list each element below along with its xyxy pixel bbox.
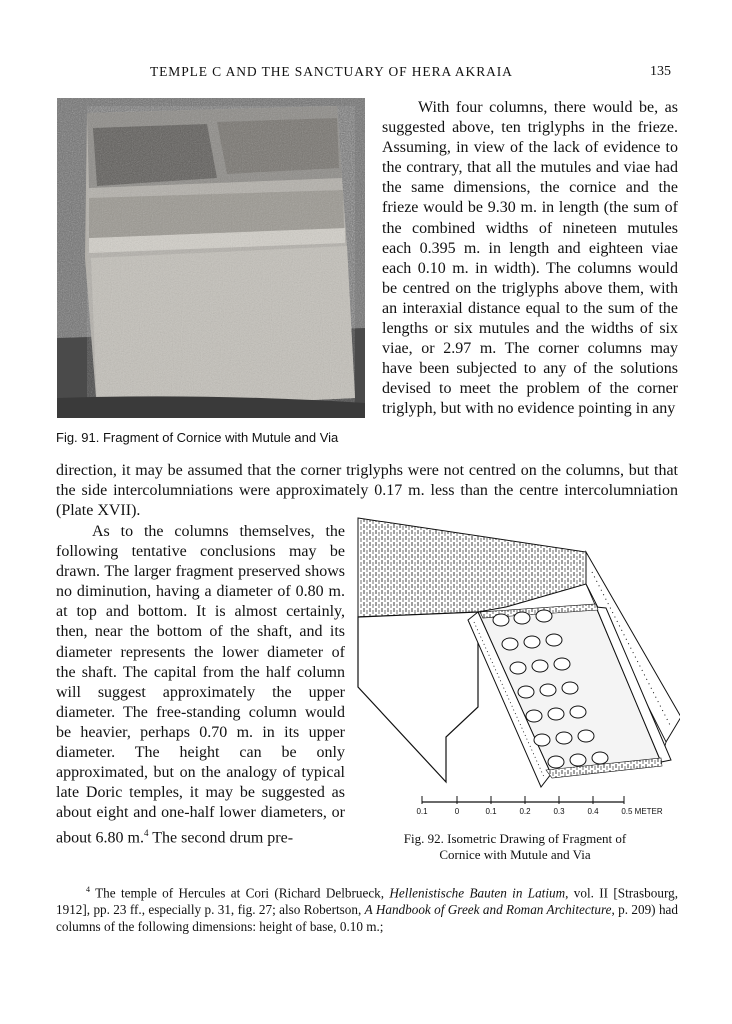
running-head: TEMPLE C AND THE SANCTUARY OF HERA AKRAIA (150, 64, 513, 79)
scale-label: 0.1 (416, 807, 428, 816)
fig92-caption (370, 831, 660, 863)
text-column-right (382, 98, 678, 420)
paragraph-left-text: As to the columns themselves, the following tentative conclusions may be drawn. The larger fragment preserved shows no diminution, having a diameter of 0.80 m. at top and bottom. It is almost certainly, then, near the bottom of the shaft, and its diameter represents the lower diameter of the shaft. The capital from the half column will suggest approximately the upper diameter. The free-standing column would be heavier, perhaps 0.70 m. in its upper diameter. The height can be only approximated, but on the analogy of typical late Doric temples, it may be suggested as about eight and one-half lower diameters, or about 6.80 m. (56, 523, 345, 847)
paragraph-full-width: direction, it may be assumed that the corner triglyphs were not centred on the columns, but that the side intercolumniations were approximately 0.17 m. less than the centre intercolumniation (Plate XVII). (56, 462, 678, 520)
scale-label: 0.3 (553, 807, 565, 816)
fig92-caption-line1: Fig. 92. Isometric Drawing of Fragment of (403, 831, 627, 846)
scale-label: 0.4 (587, 807, 599, 816)
fig92-caption-line2: Cornice with Mutule and Via (439, 847, 591, 862)
scale-label: 0 (454, 807, 460, 816)
paragraph-right: With four columns, there would be, as suggested above, ten triglyphs in the frieze. Assuming, in view of the lack of evidence to the contrary, that all the mutules and viae had the same dimensions, the cornice and the frieze would be 9.30 m. in length (the sum of the combined widths of nineteen mutules each 0.395 m. in length and eighteen viae each 0.10 m. in width). The columns would be centred on the triglyphs above them, with an interaxial distance equal to the sum of the lengths or six mutules and the widths of six viae, or 2.97 m. The corner columns may have been subjected to any of the solutions devised to meet the problem of the corner triglyph, but with no evidence pointing in any (382, 99, 678, 418)
paragraph-left (56, 522, 345, 849)
text-column-left (56, 522, 345, 849)
footnote (56, 881, 678, 935)
footnote-text-c: , p. 209) had columns of the following dimensions: height of base, 0.10 m.; (56, 902, 678, 935)
footnote-text-a: The temple of Hercules at Cori (Richard Delbrueck, (90, 885, 390, 901)
footnote-ref: 4 (144, 828, 149, 839)
paragraph-left-tail: The second drum pre- (148, 829, 294, 847)
scale-label: 0.2 (519, 807, 531, 816)
fig91-photo (57, 98, 365, 418)
footnote-title-a: Hellenistische Bauten in Latium (389, 885, 566, 901)
fig92-drawing (356, 512, 680, 822)
scale-label: 0.1 (485, 807, 497, 816)
fig91-caption: Fig. 91. Fragment of Cornice with Mutule and Via (56, 430, 339, 445)
footnote-title-b: A Handbook of Greek and Roman Architecture (364, 902, 612, 918)
footnote-text-b: , vol. II [Strasbourg, 1912], pp. 23 ff., especially p. 31, fig. 27; also Robertson, (56, 885, 678, 918)
page-number: 135 (650, 64, 671, 79)
scale-label: 0.5 METER (621, 807, 663, 816)
footnote-marker: 4 (86, 885, 90, 894)
